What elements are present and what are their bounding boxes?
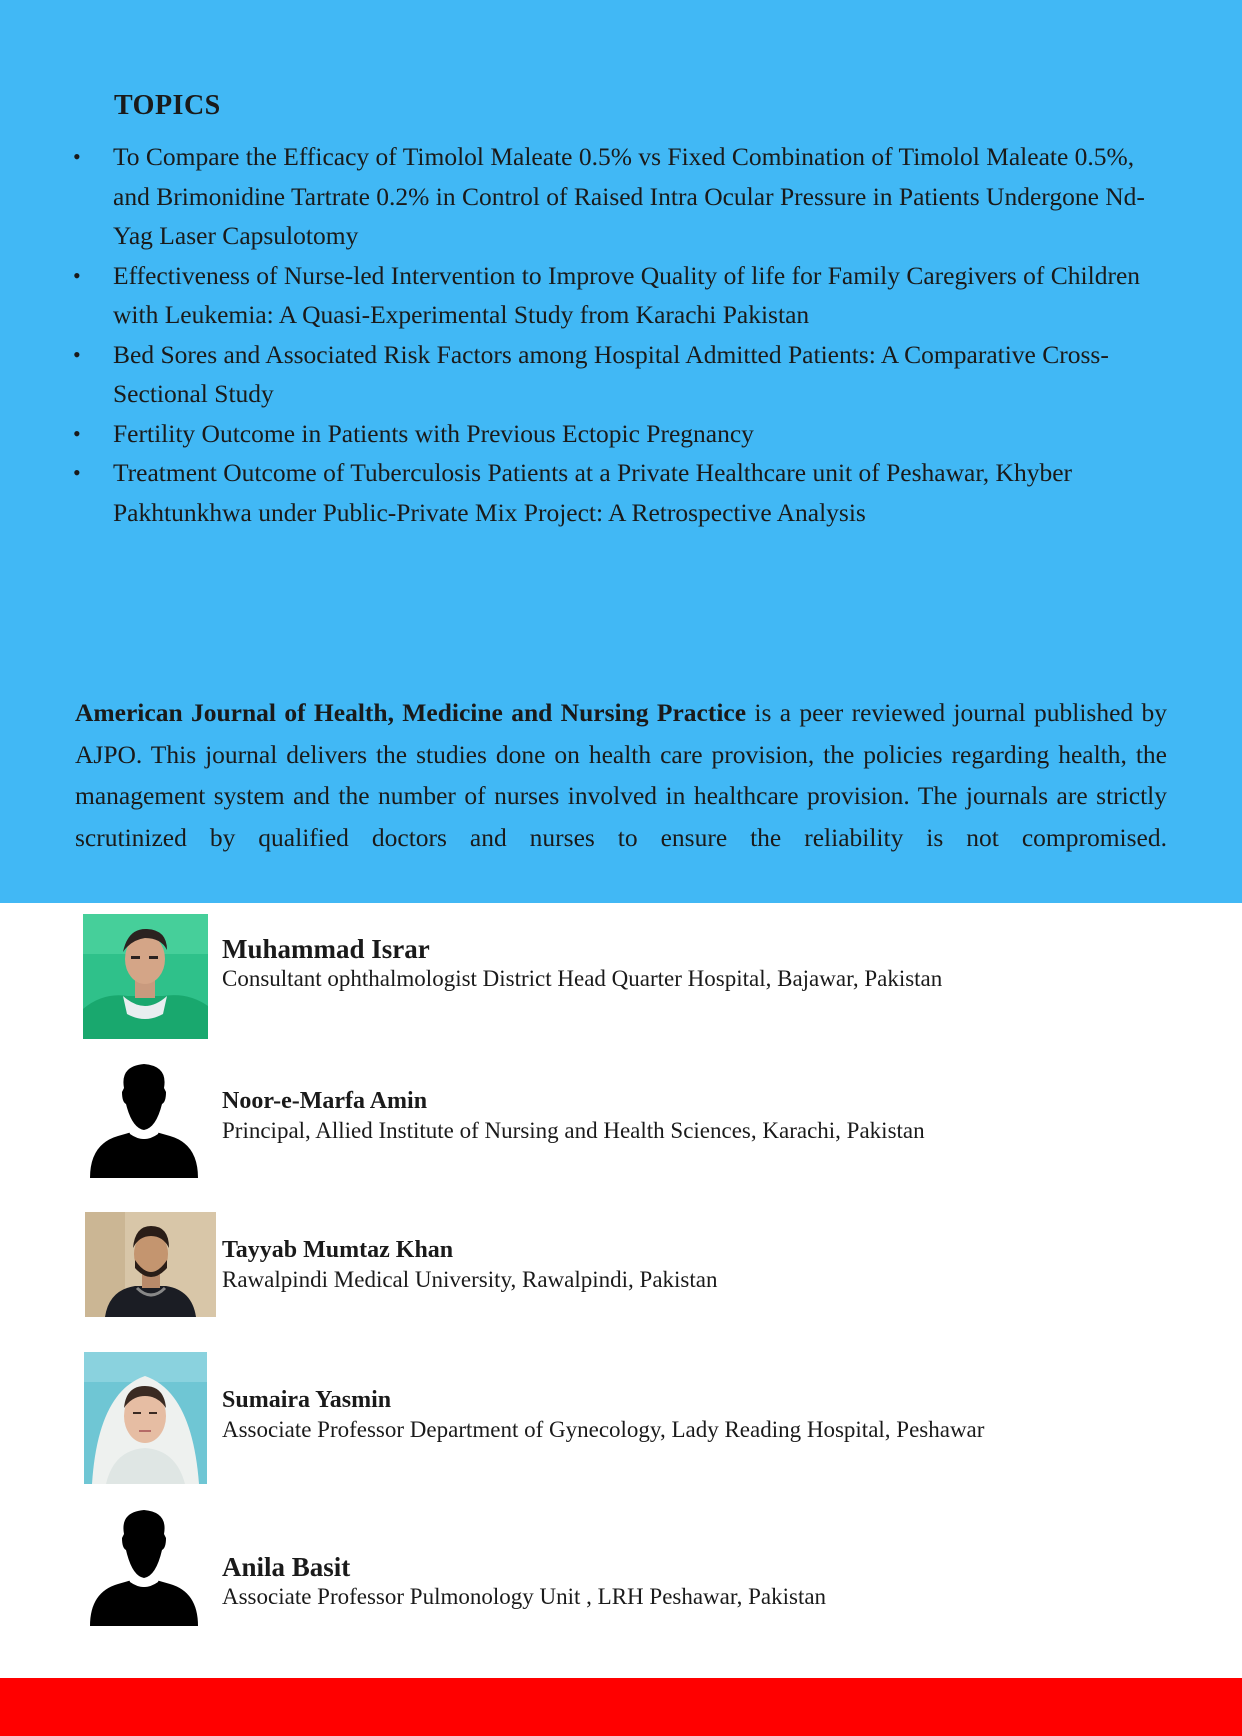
author-affiliation: Principal, Allied Institute of Nursing and Health Sciences, Karachi, Pakistan bbox=[222, 1118, 925, 1143]
person-silhouette-icon bbox=[88, 1504, 200, 1628]
topic-text: Effectiveness of Nurse-led Intervention to Improve Quality of life for Family Caregivers of Children with Leukemia: A Quasi-Experimental Study from Karachi Pakistan bbox=[113, 260, 1141, 329]
bullet-icon: • bbox=[73, 144, 81, 169]
author-photo bbox=[85, 1212, 216, 1317]
bullet-icon: • bbox=[73, 420, 81, 446]
topic-item bbox=[73, 453, 1153, 532]
author-card bbox=[0, 1212, 1242, 1318]
author-info bbox=[222, 1235, 717, 1295]
topic-item bbox=[73, 256, 1153, 335]
person-silhouette-icon bbox=[88, 1058, 200, 1180]
author-name: Tayyab Mumtaz Khan bbox=[222, 1237, 454, 1263]
topic-text: Bed Sores and Associated Risk Factors among Hospital Admitted Patients: A Comparative Cross-Sectional Study bbox=[113, 339, 1109, 408]
author-name: Sumaira Yasmin bbox=[222, 1387, 392, 1413]
author-info bbox=[222, 1385, 984, 1445]
author-affiliation: Consultant ophthalmologist District Head Quarter Hospital, Bajawar, Pakistan bbox=[222, 966, 943, 991]
topic-text: To Compare the Efficacy of Timolol Maleate 0.5% vs Fixed Combination of Timolol Maleate 0.5%, and Brimonidine Tartrate 0.2% in Control of Raised Intra Ocular Pressure in Patients Undergone Nd-Yag Laser Capsulotomy bbox=[113, 142, 1145, 250]
topic-text: Treatment Outcome of Tuberculosis Patients at a Private Healthcare unit of Peshawar, Khyber Pakhtunkhwa under Public-Private Mix Project: A Retrospective Analysis bbox=[113, 458, 1073, 527]
author-info bbox=[222, 934, 942, 994]
journal-description-text: is a peer reviewed journal published by AJPO. This journal delivers the studies done on health care provision, the policies regarding health, the management system and the number of nurses involved in healthcare provision. The journals are strictly scrutinized by qualified doctors and nurses to ensure the reliability is not compromised. bbox=[75, 698, 1168, 852]
author-card bbox=[0, 1056, 1242, 1182]
topic-item bbox=[73, 335, 1153, 414]
topic-item bbox=[73, 414, 1153, 454]
topics-heading: TOPICS bbox=[114, 90, 221, 121]
bullet-icon: • bbox=[73, 460, 81, 485]
bottom-red-bar bbox=[0, 1678, 1242, 1736]
author-info bbox=[222, 1086, 925, 1146]
author-photo bbox=[83, 914, 208, 1039]
journal-description bbox=[75, 692, 1167, 858]
author-card bbox=[0, 1502, 1242, 1630]
journal-name: American Journal of Health, Medicine and Nursing Practice bbox=[75, 698, 747, 727]
author-photo bbox=[84, 1352, 207, 1484]
bullet-icon: • bbox=[73, 341, 81, 367]
author-name: Anila Basit bbox=[222, 1552, 351, 1582]
topic-item bbox=[73, 137, 1153, 256]
author-info bbox=[222, 1552, 826, 1612]
bullet-icon: • bbox=[73, 262, 81, 288]
author-affiliation: Associate Professor Pulmonology Unit , LRH Peshawar, Pakistan bbox=[222, 1584, 827, 1609]
author-card bbox=[0, 1352, 1242, 1484]
topic-text: Fertility Outcome in Patients with Previous Ectopic Pregnancy bbox=[113, 418, 754, 448]
author-affiliation: Rawalpindi Medical University, Rawalpindi, Pakistan bbox=[222, 1267, 718, 1292]
author-name: Muhammad Israr bbox=[222, 934, 430, 964]
author-affiliation: Associate Professor Department of Gynecology, Lady Reading Hospital, Peshawar bbox=[222, 1417, 985, 1442]
author-name: Noor-e-Marfa Amin bbox=[222, 1088, 428, 1114]
topics-list bbox=[73, 137, 1153, 532]
author-card bbox=[0, 914, 1242, 1040]
